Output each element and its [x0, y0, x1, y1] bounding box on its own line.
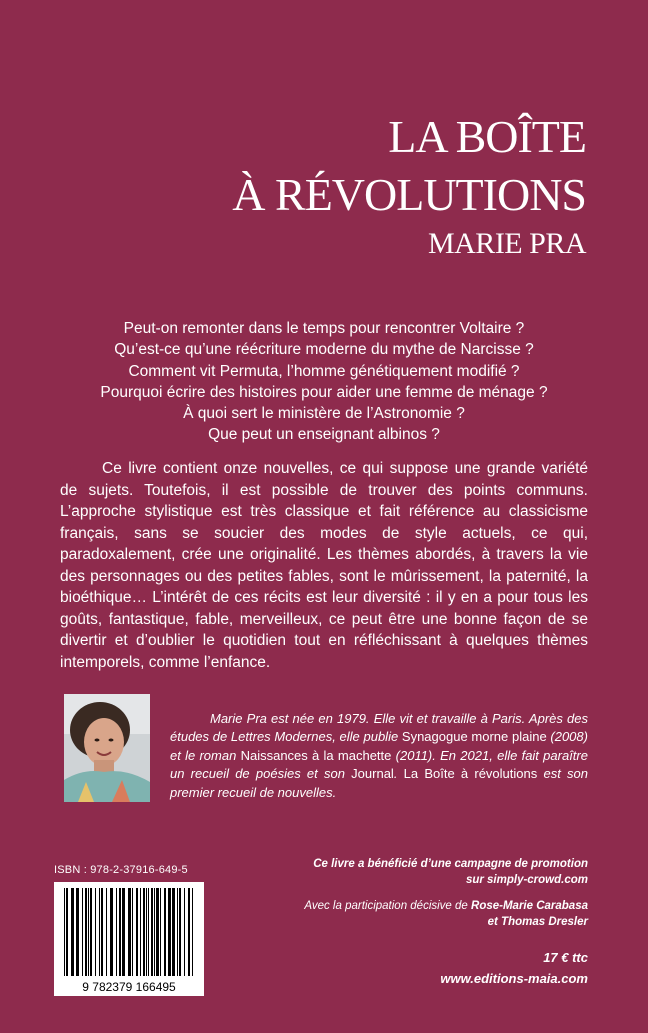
barcode-bar: [184, 888, 185, 976]
price-label: 17 € ttc: [543, 950, 588, 965]
barcode-digits: 9 782379 166495: [82, 980, 176, 994]
question: À quoi sert le ministère de l’Astronomie ?: [183, 405, 465, 423]
barcode-bar: [177, 888, 178, 976]
question: Comment vit Permuta, l’homme génétiquement modifié ?: [128, 362, 520, 380]
barcode-bar: [90, 888, 92, 976]
barcode-bar: [95, 888, 96, 976]
barcode-bar: [168, 888, 171, 976]
barcode-bar: [66, 888, 68, 976]
barcode-bar: [76, 888, 79, 976]
participation-line: [248, 914, 588, 930]
bio-text: (2011). En 2021, elle fait paraître un recueil de poésies et son: [170, 747, 588, 782]
barcode-bar: [119, 888, 121, 976]
promo-block: [248, 856, 588, 930]
barcode-bar: [101, 888, 103, 976]
question: Pourquoi écrire des histoires pour aider une femme de ménage ?: [100, 383, 548, 401]
publisher-website: www.editions-maia.com: [440, 971, 588, 986]
promo-link: sur simply-crowd.com: [465, 874, 588, 886]
barcode-bar: [88, 888, 89, 976]
author-portrait-image: [64, 694, 150, 802]
bio-book-title: Synagogue morne plaine: [401, 729, 547, 745]
bio-text: Marie Pra est née en 1979. Elle vit et travaille à Paris. Après des études de Lettres Modernes, elle publie: [170, 711, 588, 745]
barcode-bar: [85, 888, 87, 976]
barcode-bar: [188, 888, 190, 976]
question: Qu’est-ce qu’une réécriture moderne du mythe de Narcisse ?: [114, 341, 534, 359]
participation-prefix: Avec la participation décisive de: [304, 900, 472, 912]
barcode-bar: [110, 888, 113, 976]
questions-list: [60, 318, 588, 446]
barcode-bar: [143, 888, 145, 976]
barcode-bar: [154, 888, 155, 976]
barcode-bar: [164, 888, 166, 976]
barcode-bar: [172, 888, 175, 976]
question: Que peut un enseignant albinos ?: [208, 426, 440, 444]
question: Peut-on remonter dans le temps pour rencontrer Voltaire ?: [123, 320, 525, 337]
bio-book-title: Journal: [351, 766, 394, 782]
barcode-bar: [122, 888, 125, 976]
barcode-bar: [99, 888, 100, 976]
author-name: MARIE PRA: [427, 227, 586, 260]
barcode-bar: [82, 888, 83, 976]
bio-text: .: [393, 766, 404, 782]
barcode: [54, 882, 204, 996]
contributor-names: Rose-Marie Carabasa: [471, 900, 588, 912]
participation-line: [248, 898, 588, 914]
barcode-bar: [140, 888, 141, 976]
bio-text: (2008) et le roman: [170, 729, 588, 763]
barcode-bar: [136, 888, 138, 976]
barcode-bar: [160, 888, 161, 976]
barcode-bar: [192, 888, 193, 976]
book-blurb: Ce livre contient onze nouvelles, ce qui suppose une grande variété de sujets. Toutefois, il est possible de trouver des points communs. L’approche stylistique est très classique et fait référence au classicisme français, sans se soucier des modes de style actuels, ce qui, paradoxalement, crée une originalité. Les thèmes abordés, à travers la vie des personnages ou des petites fables, sont le mûrissement, la paternité, la bioéthique… L’intérêt de ces récits est leur diversité : il y en a pour tous les goûts, fantastique, fable, merveilleux, ce peut être une bonne façon de se divertir et d’oublier le quotidien tout en réfléchissant à quelques thèmes intemporels, comme l’enfance.: [60, 460, 588, 671]
title-line-1: LA BOÎTE: [388, 111, 586, 162]
barcode-bar: [156, 888, 159, 976]
barcode-bar: [179, 888, 181, 976]
barcode-bar: [132, 888, 133, 976]
barcode-bar: [128, 888, 131, 976]
book-title-block: [232, 108, 586, 264]
promo-line: Ce livre a bénéficié d’une campagne de promotion: [313, 858, 588, 870]
barcode-bar: [64, 888, 65, 976]
isbn-label: ISBN : 978-2-37916-649-5: [54, 864, 188, 876]
barcode-bar: [71, 888, 74, 976]
bio-book-title: Naissances à la machette: [240, 747, 392, 763]
barcode-bar: [116, 888, 117, 976]
bio-book-title: La Boîte à révolutions: [403, 766, 538, 782]
author-photo: [64, 694, 150, 802]
author-bio: [170, 710, 588, 802]
barcode-bar: [146, 888, 147, 976]
contributor-names: et Thomas Dresler: [487, 916, 588, 928]
bio-text: est son premier recueil de nouvelles.: [170, 766, 588, 800]
barcode-bar: [148, 888, 149, 976]
barcode-bar: [151, 888, 153, 976]
title-line-2: À RÉVOLUTIONS: [232, 169, 586, 220]
barcode-bar: [106, 888, 107, 976]
barcode-graphic: [54, 882, 204, 996]
